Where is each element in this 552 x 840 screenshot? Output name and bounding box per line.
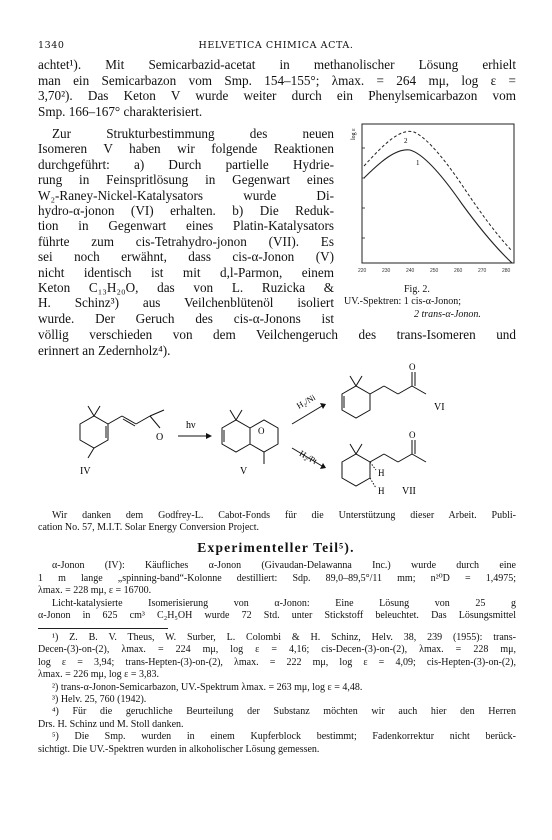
footnote-line: Decen-(3)-on-(2), λmax. = 224 mμ, log ε = 4,16; cis-Decen-(3)-on-(2), λmax. = 228 mμ, bbox=[38, 644, 516, 656]
x-tick: 270 bbox=[478, 268, 487, 274]
x-tick: 280 bbox=[502, 268, 511, 274]
acknowledgement bbox=[38, 510, 516, 534]
figure-uv-spectra bbox=[344, 118, 524, 323]
atom-H: H bbox=[378, 486, 385, 496]
text-line: achtet¹). Mit Semicarbazid-acetat in methanolischer Lösung erhielt bbox=[38, 57, 516, 72]
arrow-label-hv: hν bbox=[186, 420, 196, 431]
footnote-line: ²) trans-α-Jonon-Semicarbazon, UV.-Spektrum λmax. = 263 mμ, log ε = 4,48. bbox=[52, 681, 363, 693]
curve-2-trans bbox=[364, 131, 512, 251]
atom-O: O bbox=[409, 362, 416, 372]
arrow-head bbox=[320, 403, 326, 409]
atom-H: H bbox=[378, 468, 385, 478]
experimental-text bbox=[38, 560, 516, 623]
footnote-line: log ε = 3,94; trans-Hepten-(3)-on-(2), λmax. = 222 mμ, log ε = 4,09; cis-Hepten-(3)-on-(2), bbox=[38, 656, 516, 668]
x-tick: 230 bbox=[382, 268, 391, 274]
text-line: nicht identisch ist mit d,l-Parmon, einem bbox=[38, 264, 334, 280]
footnote-line: ³) Helv. 25, 760 (1942). bbox=[52, 693, 147, 705]
text-line: rung in Feinspritlösung in Gegenwart eines bbox=[38, 172, 334, 188]
section-title: Experimenteller Teil⁵). bbox=[197, 540, 355, 555]
compound-label-IV: IV bbox=[80, 466, 91, 477]
arrow-label-pt: H₂/Pt bbox=[297, 448, 319, 467]
text-line: 3,70²). Das Keton V wurde weiter durch ein Phenylsemicarbazon vom bbox=[38, 88, 516, 104]
arrow-label-ni: H₂/Ni bbox=[294, 392, 318, 411]
compound-label-V: V bbox=[240, 466, 248, 477]
text-line: λmax. = 228 mμ, ε = 16700. bbox=[38, 585, 152, 597]
curve-label-2: 1 bbox=[416, 159, 420, 167]
continuation-paragraph bbox=[38, 327, 516, 358]
text-line: sei noch erwähnt, dass cis-α-Jonon (V) bbox=[38, 249, 334, 265]
text-line: Wir danken dem Godfrey-L. Cabot-Fonds für die Unterstützung dieser Arbeit. Publi- bbox=[52, 510, 516, 521]
footnote-line: sichtigt. Die UV.-Spektren wurden in alkoholischer Lösung gemessen. bbox=[38, 743, 320, 755]
text-line: Smp. 166–167° charakterisiert. bbox=[38, 103, 203, 119]
figure-caption-line2: 2 trans-α-Jonon. bbox=[414, 309, 481, 320]
text-line: völlig verschieden von dem Veilchengeruch des trans-Isomeren und bbox=[38, 327, 516, 342]
text-line: Keton C₁₃H₂₀O, das von L. Ruzicka & bbox=[38, 279, 334, 295]
intro-paragraph bbox=[38, 57, 516, 119]
compound-label-VI: VI bbox=[434, 402, 445, 413]
text-line: tion in Gegenwart eines Platin-Katalysators bbox=[38, 218, 334, 234]
arrow-head bbox=[206, 433, 212, 439]
compound-V-structure bbox=[222, 410, 278, 464]
x-tick: 220 bbox=[358, 268, 367, 274]
plot-frame bbox=[362, 124, 514, 263]
x-tick: 260 bbox=[454, 268, 463, 274]
text-line: Zur Strukturbestimmung des neuen bbox=[52, 126, 334, 141]
text-line: erinnert an Zedernholz⁴). bbox=[38, 342, 171, 358]
footnote-line: ⁴) Für die geruchliche Beurteilung der Substanz möchten wir auch hier den Herren bbox=[52, 706, 516, 718]
figure-label: Fig. 2. bbox=[404, 284, 430, 295]
curve-1-cis bbox=[364, 150, 512, 263]
figure-caption-line1: UV.-Spektren: 1 cis-α-Jonon; bbox=[344, 296, 461, 307]
y-axis-label: log ε bbox=[351, 128, 357, 140]
atom-O: O bbox=[409, 430, 416, 440]
atom-O: O bbox=[156, 432, 164, 443]
text-line: H. Schinz³) aus Veilchenblütenöl isoliert bbox=[38, 295, 334, 311]
text-line: hydro-α-jonon (VI) erhalten. b) Die Reduk- bbox=[38, 202, 334, 218]
text-line: α-Jonon in 625 cm³ C₂H₅OH wurde 72 Std. unter Stickstoff beleuchtet. Das Lösungsmittel bbox=[38, 610, 516, 622]
uv-spectra-plot bbox=[344, 118, 524, 288]
footnote-line: Drs. H. Schinz und M. Stoll danken. bbox=[38, 718, 184, 730]
footnote-line: λmax. = 226 mμ, log ε = 3,83. bbox=[38, 669, 159, 681]
x-tick-labels bbox=[358, 268, 511, 274]
text-line: W₂-Raney-Nickel-Katalysators wurde Di- bbox=[38, 187, 334, 203]
footnote-line: ⁵) Die Smp. wurden in einem Kupferblock bestimmt; Fadenkorrektur nicht berück- bbox=[52, 731, 516, 743]
page-number: 1340 bbox=[38, 40, 65, 51]
footnote-line: ¹) Z. B. V. Theus, W. Surber, L. Colombi & H. Schinz, Helv. 38, 239 (1955): trans- bbox=[52, 632, 516, 643]
x-tick: 250 bbox=[430, 268, 439, 274]
left-column-paragraph bbox=[38, 126, 334, 326]
x-tick: 240 bbox=[406, 268, 415, 274]
text-line: durchgeführt: a) Durch partielle Hydrie- bbox=[38, 156, 334, 172]
text-line: Licht-katalysierte Isomerisierung von α-Jonon: Eine Lösung von 25 g bbox=[52, 597, 516, 609]
text-line: 1 m lange „spinning-band“-Kolonne destilliert: Sdp. 89,0–89,5°/11 mm; n²⁰D = 1,4975; bbox=[38, 572, 516, 584]
compound-VII-structure bbox=[342, 440, 426, 488]
text-line: α-Jonon (IV): Käufliches α-Jonon (Givaudan-Delawanna Inc.) wurde durch eine bbox=[52, 560, 516, 571]
reaction-scheme bbox=[60, 362, 500, 514]
running-header: HELVETICA CHIMICA ACTA. bbox=[198, 40, 354, 51]
footnotes bbox=[38, 632, 516, 756]
curve-label-1: 2 bbox=[404, 137, 408, 145]
text-line: cation No. 57, M.I.T. Solar Energy Conversion Project. bbox=[38, 522, 259, 534]
text-line: Isomeren V haben wir folgende Reaktionen bbox=[38, 141, 334, 157]
compound-IV-structure bbox=[80, 406, 164, 458]
compound-label-VII: VII bbox=[402, 486, 416, 497]
arrow-ni bbox=[292, 406, 322, 424]
text-line: führte zum cis-Tetrahydro-jonon (VII). Es bbox=[38, 233, 334, 249]
text-line: wurde. Der Geruch des cis-α-Jonons ist bbox=[38, 310, 334, 326]
compound-VI-structure bbox=[342, 372, 426, 418]
atom-O: O bbox=[258, 426, 265, 436]
footnote-rule bbox=[38, 628, 168, 629]
text-line: man ein Semicarbazon vom Smp. 154–155°; λmax. = 264 mμ, log ε = bbox=[38, 72, 516, 88]
arrow-head bbox=[320, 463, 326, 469]
